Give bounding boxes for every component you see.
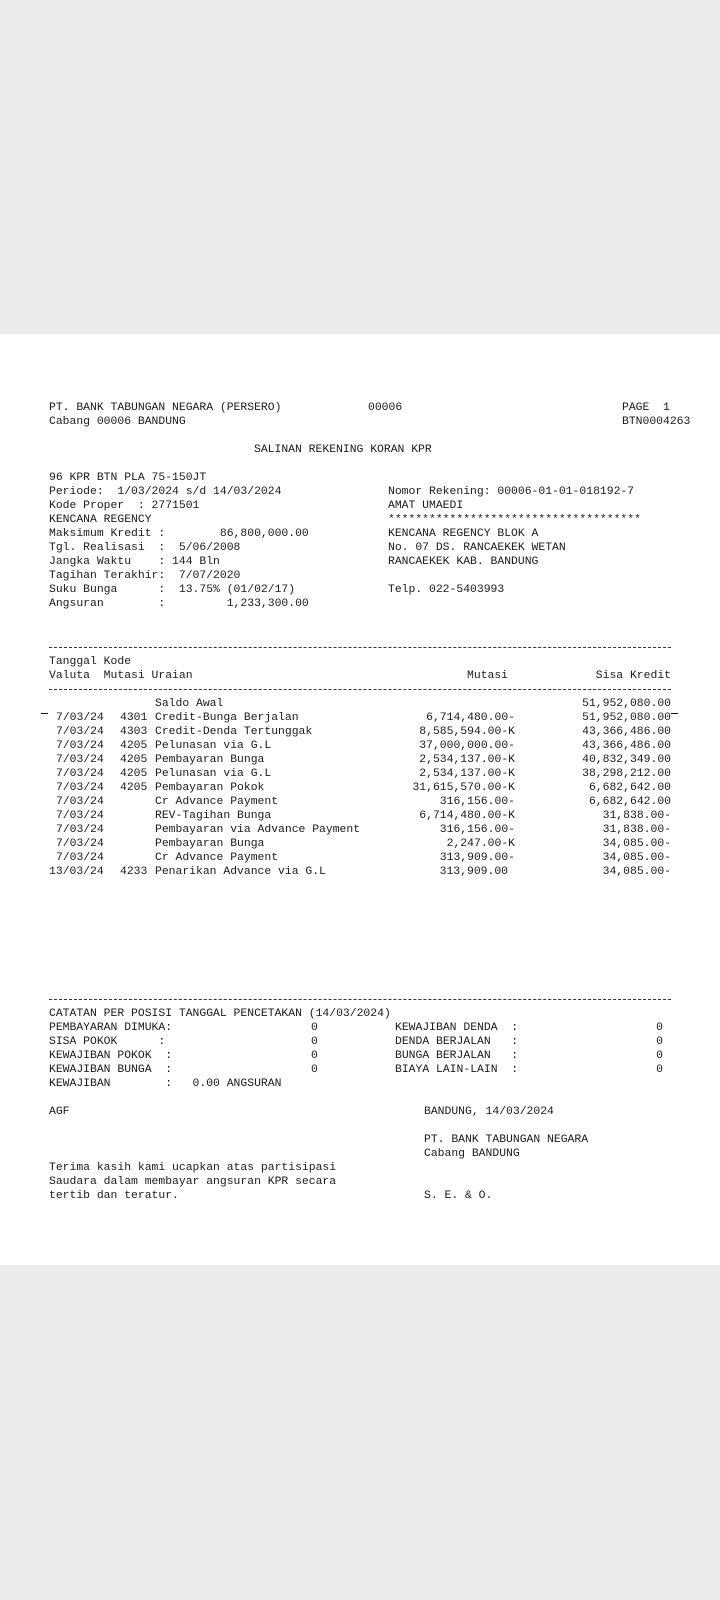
note-value: 0 [656,1064,663,1076]
row-date: 7/03/24 [56,754,104,766]
row-amount: 37,000,000.00- [419,740,515,752]
note-label: BUNGA BERJALAN : [395,1050,519,1062]
address-line-1: KENCANA REGENCY BLOK A [388,528,539,540]
row-date: 7/03/24 [56,768,104,780]
row-code: 4233 [120,866,148,878]
document-code: BTN0004263 [622,416,691,428]
row-description: Saldo Awal [155,698,224,710]
row-description: Pembayaran Pokok [155,782,265,794]
row-date: 7/03/24 [56,712,104,724]
row-balance: 34,085.00- [602,838,671,850]
place-date: BANDUNG, 14/03/2024 [424,1106,554,1118]
row-balance: 43,366,486.00 [582,740,671,752]
statement-title: SALINAN REKENING KORAN KPR [254,444,432,456]
row-description: Pelunasan via G.L [155,740,272,752]
row-balance: 34,085.00- [602,852,671,864]
column-header-sisa-kredit: Sisa Kredit [595,670,671,682]
row-balance: 43,366,486.00 [582,726,671,738]
row-code: 4301 [120,712,148,724]
row-balance: 40,832,349.00 [582,754,671,766]
notes-title: CATATAN PER POSISI TANGGAL PENCETAKAN (14/03/2024) [49,1008,391,1020]
row-balance: 34,085.00- [602,866,671,878]
note-label: BIAYA LAIN-LAIN : [395,1064,519,1076]
thanks-line-3: tertib dan teratur. [49,1190,179,1202]
bank-name: PT. BANK TABUNGAN NEGARA (PERSERO) [49,402,282,414]
margin-tick-left [41,713,48,714]
row-date: 7/03/24 [56,852,104,864]
row-amount: 31,615,570.00-K [412,782,515,794]
row-date: 7/03/24 [56,740,104,752]
row-date: 7/03/24 [56,796,104,808]
customer-name: AMAT UMAEDI [388,500,464,512]
max-credit-line: Maksimum Kredit : 86,800,000.00 [49,528,309,540]
thanks-line-1: Terima kasih kami ucapkan atas partisipasi [49,1162,337,1174]
row-code: 4205 [120,740,148,752]
row-description: Credit-Denda Tertunggak [155,726,313,738]
row-balance: 51,952,080.00 [582,698,671,710]
row-balance: 6,682,642.00 [588,782,671,794]
row-date: 7/03/24 [56,726,104,738]
row-description: Pembayaran via Advance Payment [155,824,361,836]
row-code: 4205 [120,782,148,794]
row-amount: 2,534,137.00-K [419,754,515,766]
note-value: 0 [311,1050,318,1062]
obligation-line: KEWAJIBAN : 0.00 ANGSURAN [49,1078,282,1090]
branch-line: Cabang 00006 BANDUNG [49,416,186,428]
row-description: Pembayaran Bunga [155,754,265,766]
margin-tick-right [671,713,678,714]
branch-code: 00006 [368,402,403,414]
row-balance: 31,838.00- [602,810,671,822]
row-balance: 51,952,080.00 [582,712,671,724]
product-line: 96 KPR BTN PLA 75-150JT [49,472,207,484]
note-label: DENDA BERJALAN : [395,1036,519,1048]
row-description: Cr Advance Payment [155,852,279,864]
row-description: Penarikan Advance via G.L [155,866,326,878]
mask-line: ************************************* [388,514,641,526]
installment-line: Angsuran : 1,233,300.00 [49,598,309,610]
row-amount: 6,714,480.00-K [419,810,515,822]
row-code: 4303 [120,726,148,738]
note-label: KEWAJIBAN BUNGA : [49,1064,173,1076]
note-value: 0 [311,1064,318,1076]
row-amount: 8,585,594.00-K [419,726,515,738]
row-amount: 313,909.00- [439,852,515,864]
note-label: PEMBAYARAN DIMUKA: [49,1022,173,1034]
project-name: KENCANA REGENCY [49,514,152,526]
interest-rate-line: Suku Bunga : 13.75% (01/02/17) [49,584,296,596]
row-date: 13/03/24 [49,866,104,878]
proper-code-line: Kode Proper : 2771501 [49,500,200,512]
note-value: 0 [311,1022,318,1034]
row-code: 4205 [120,754,148,766]
row-balance: 6,682,642.00 [588,796,671,808]
note-label: SISA POKOK : [49,1036,166,1048]
divider [49,999,671,1000]
statement-page [0,334,720,1265]
row-amount: 313,909.00 [439,866,508,878]
row-date: 7/03/24 [56,810,104,822]
signature-bank: PT. BANK TABUNGAN NEGARA [424,1134,589,1146]
divider [49,689,671,690]
phone-line: Telp. 022-5403993 [388,584,505,596]
row-balance: 31,838.00- [602,824,671,836]
row-description: Cr Advance Payment [155,796,279,808]
row-amount: 316,156.00- [439,796,515,808]
note-value: 0 [656,1036,663,1048]
last-bill-line: Tagihan Terakhir: 7/07/2020 [49,570,241,582]
row-date: 7/03/24 [56,782,104,794]
note-label: KEWAJIBAN POKOK : [49,1050,173,1062]
period-line: Periode: 1/03/2024 s/d 14/03/2024 [49,486,282,498]
row-balance: 38,298,212.00 [582,768,671,780]
thanks-line-2: Saudara dalam membayar angsuran KPR secara [49,1176,337,1188]
table-header-line-1: Tanggal Kode [49,656,132,668]
address-line-3: RANCAEKEK KAB. BANDUNG [388,556,539,568]
row-code: 4205 [120,768,148,780]
note-label: KEWAJIBAN DENDA : [395,1022,519,1034]
note-value: 0 [656,1050,663,1062]
row-description: Pelunasan via G.L [155,768,272,780]
signature-branch: Cabang BANDUNG [424,1148,520,1160]
realization-date-line: Tgl. Realisasi : 5/06/2008 [49,542,241,554]
row-description: REV-Tagihan Bunga [155,810,272,822]
errors-omissions-note: S. E. & O. [424,1190,493,1202]
page-number: PAGE 1 [622,402,670,414]
row-date: 7/03/24 [56,824,104,836]
row-description: Credit-Bunga Berjalan [155,712,299,724]
table-header-line-2: Valuta Mutasi Uraian [49,670,193,682]
account-number: Nomor Rekening: 00006-01-01-018192-7 [388,486,635,498]
row-amount: 2,247.00-K [446,838,515,850]
initials: AGF [49,1106,70,1118]
note-value: 0 [311,1036,318,1048]
row-amount: 6,714,480.00- [426,712,515,724]
column-header-mutasi: Mutasi [466,670,508,682]
term-line: Jangka Waktu : 144 Bln [49,556,220,568]
address-line-2: No. 07 DS. RANCAEKEK WETAN [388,542,566,554]
row-date: 7/03/24 [56,838,104,850]
row-amount: 316,156.00- [439,824,515,836]
row-amount: 2,534,137.00-K [419,768,515,780]
note-value: 0 [656,1022,663,1034]
divider [49,647,671,648]
row-description: Pembayaran Bunga [155,838,265,850]
